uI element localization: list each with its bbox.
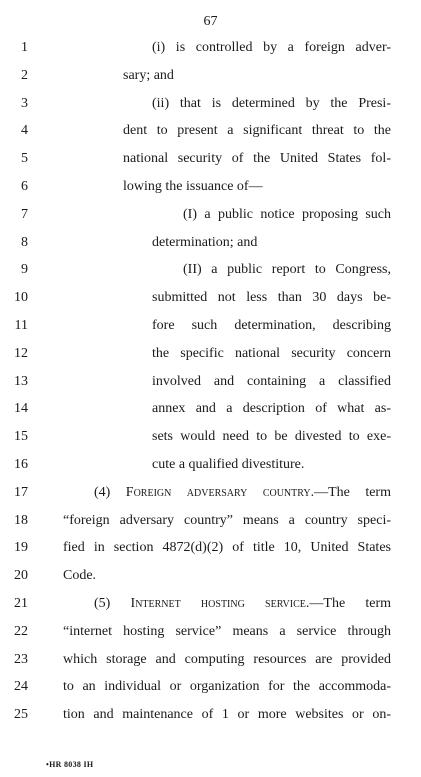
text-line: (II) a public report to Congress, (183, 262, 391, 278)
line-number: 15 (14, 429, 28, 445)
line-number: 22 (14, 623, 28, 639)
line-number: 13 (14, 373, 28, 389)
line-number: 17 (14, 484, 28, 500)
line-number: 20 (14, 568, 28, 584)
text-line: to an individual or organization for the accommoda- (63, 679, 391, 695)
text-line: lowing the issuance of— (123, 178, 263, 194)
line-number: 2 (21, 67, 28, 83)
text-line: fied in section 4872(d)(2) of title 10, United States (63, 540, 391, 556)
line-number: 8 (21, 234, 28, 250)
line-number: 14 (14, 401, 28, 417)
paragraph-number: (5) (94, 595, 131, 611)
paragraph-heading-line (0, 594, 421, 622)
text-line: fore such determination, describing (152, 317, 391, 333)
line-number: 25 (14, 707, 28, 723)
text-line: “internet hosting service” means a service through (63, 623, 391, 639)
text-line: the specific national security concern (152, 345, 391, 361)
line-number: 23 (14, 651, 28, 667)
text-line: (i) is controlled by a foreign adver- (152, 40, 391, 55)
text-line: cute a qualified divestiture. (152, 456, 305, 472)
line-number: 11 (14, 317, 28, 333)
text-line: national security of the United States fol- (123, 151, 391, 167)
text-line: (I) a public notice proposing such (183, 206, 391, 222)
line-number: 3 (21, 95, 28, 111)
paragraph-heading-line (0, 483, 421, 511)
line-number: 9 (21, 262, 28, 278)
text-line: “foreign adversary country” means a country speci- (63, 512, 391, 528)
line-number: 6 (21, 178, 28, 194)
paragraph-number: (4) (94, 484, 126, 500)
page-number: 67 (203, 14, 218, 29)
text-line: involved and containing a classified (152, 373, 391, 389)
footer-bill-id: •HR 8038 IH (46, 760, 94, 769)
text-line: which storage and computing resources are provided (63, 651, 391, 667)
text-line: sets would need to be divested to exe- (152, 429, 391, 445)
text-line: tion and maintenance of 1 or more websites or on- (63, 707, 391, 723)
paragraph-lead: .—The term (305, 595, 392, 611)
text-line: submitted not less than 30 days be- (152, 290, 391, 306)
text-line: (ii) that is determined by the Presi- (152, 95, 391, 111)
bill-text (0, 38, 421, 733)
text-line: determination; and (152, 234, 258, 250)
line-number: 18 (14, 512, 28, 528)
line-number: 5 (21, 151, 28, 167)
line-number: 19 (14, 540, 28, 556)
paragraph-heading: Internet hosting service (130, 595, 306, 611)
paragraph-lead: .—The term (310, 484, 391, 500)
line-number: 24 (14, 679, 28, 695)
text-line: Code. (63, 568, 97, 584)
paragraph-heading: Foreign adversary country (125, 484, 311, 500)
line-number: 4 (21, 123, 28, 139)
line-number: 12 (14, 345, 28, 361)
line-number: 7 (21, 206, 28, 222)
text-line: dent to present a significant threat to the (123, 123, 391, 139)
line-number: 21 (14, 595, 28, 611)
text-line: annex and a description of what as- (152, 401, 391, 417)
line-number: 16 (14, 456, 28, 472)
line-number: 1 (21, 40, 28, 55)
line-number: 10 (14, 290, 28, 306)
text-line: sary; and (123, 67, 174, 83)
